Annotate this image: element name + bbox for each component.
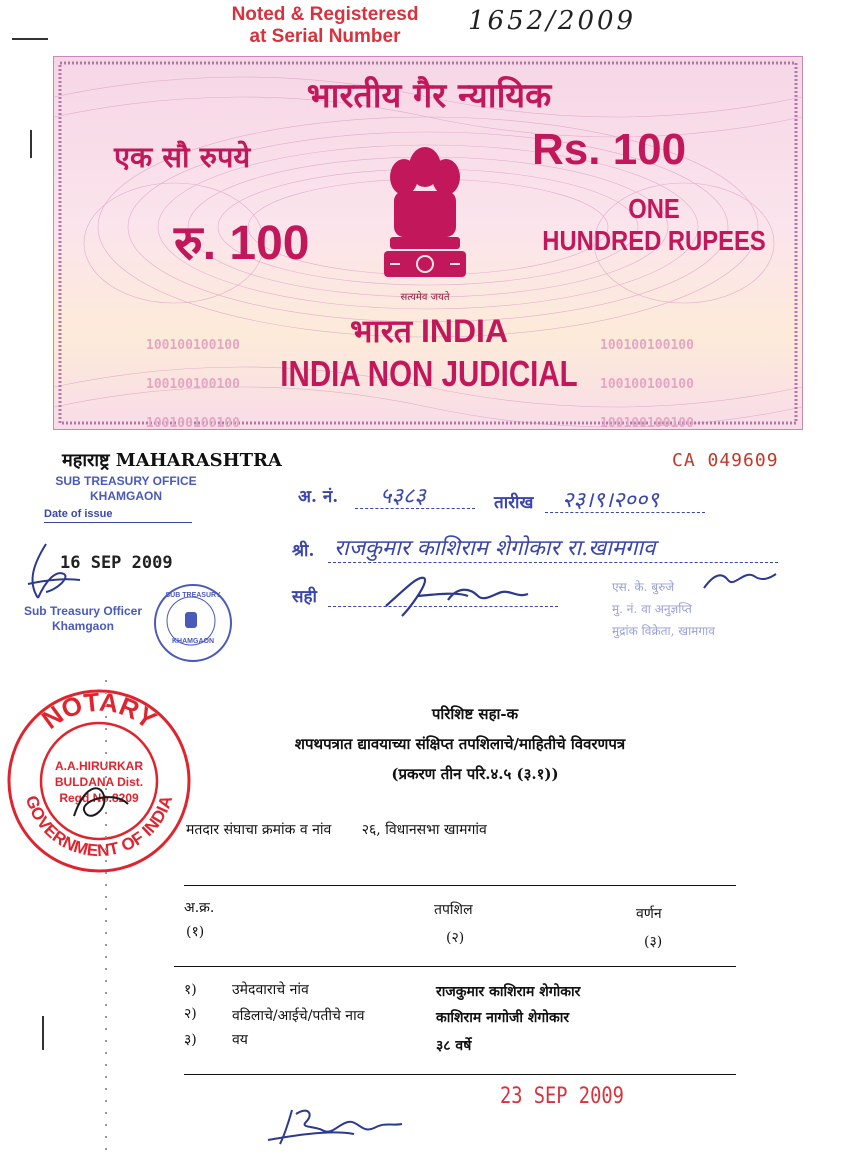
stamp-bharat-india: भारत INDIA bbox=[349, 313, 509, 349]
constituency-label: मतदार संघाचा क्रमांक व नांव bbox=[186, 822, 332, 838]
registration-stamp-line2: at Serial Number bbox=[249, 26, 401, 47]
constituency-row bbox=[186, 820, 487, 839]
table-row-label: वय bbox=[232, 1032, 248, 1048]
margin-dots bbox=[104, 680, 108, 1160]
vendor-date-label: तारीख bbox=[494, 493, 534, 513]
treasury-office-line1: SUB TREASURY OFFICE bbox=[55, 474, 197, 488]
security-pattern-line: 100100100100 bbox=[146, 416, 240, 430]
paper-serial-number: CA 049609 bbox=[672, 450, 779, 471]
national-emblem-icon bbox=[370, 139, 480, 289]
margin-mark bbox=[12, 38, 48, 40]
treasury-round-seal bbox=[154, 584, 232, 662]
treasury-signature-icon bbox=[16, 540, 86, 606]
vendor-date-line bbox=[545, 512, 705, 513]
stamp-value-en: Rs. 100 bbox=[532, 125, 687, 174]
stamp-non-judicial: INDIA NON JUDICIAL bbox=[280, 353, 578, 394]
buyer-name-value: राजकुमार काशिराम शेगोकार रा.खामगाव bbox=[334, 536, 656, 561]
stamp-paper bbox=[53, 56, 803, 430]
margin-mark bbox=[42, 1016, 44, 1050]
security-pattern-left bbox=[146, 313, 240, 430]
security-pattern-line: 100100100100 bbox=[600, 377, 694, 392]
issue-date: 16 SEP 2009 bbox=[60, 553, 173, 573]
table-row-value: काशिराम नागोजी शेगोकार bbox=[436, 1010, 570, 1026]
table-row-sr: २) bbox=[184, 1006, 197, 1022]
table-rule-top bbox=[184, 885, 736, 886]
notary-title: NOTARY bbox=[36, 686, 163, 735]
treasury-officer-line2: Khamgaon bbox=[51, 619, 114, 633]
buyer-name-line bbox=[328, 562, 778, 563]
treasury-officer-line1: Sub Treasury Officer bbox=[23, 604, 143, 618]
constituency-value: २६, विधानसभा खामगांव bbox=[361, 822, 487, 838]
notary-name: A.A.HIRURKAR bbox=[55, 759, 143, 773]
vendor-stamp-line3: मुद्रांक विक्रेता, खामगाव bbox=[612, 624, 715, 638]
treasury-office-stamp bbox=[36, 474, 216, 504]
stamp-words-line1: ONE bbox=[628, 193, 680, 224]
table-row-sr: १) bbox=[184, 982, 197, 998]
notary-seal-icon bbox=[4, 686, 194, 876]
notary-regd: Regd.No.8209 bbox=[59, 791, 139, 805]
state-name: महाराष्ट्र MAHARASHTRA bbox=[62, 450, 282, 471]
vendor-date-value: २३।९।२००९ bbox=[562, 488, 659, 513]
security-pattern-line: 100100100100 bbox=[600, 416, 694, 430]
column-num-detail: (२) bbox=[446, 930, 465, 946]
registration-stamp bbox=[200, 4, 450, 48]
notary-arc-bottom: GOVERNMENT OF INDIA bbox=[21, 793, 177, 861]
table-row-label: वडिलाचे/आईचे/पतीचे नाव bbox=[232, 1008, 365, 1024]
document-date-stamp: 23 SEP 2009 bbox=[500, 1084, 624, 1109]
column-head-detail: तपशिल bbox=[434, 902, 473, 918]
stamp-motto: सत्यमेव जयते bbox=[400, 292, 450, 303]
date-of-issue-label: Date of issue bbox=[44, 508, 113, 520]
vendor-stamp-line2: मु. नं. वा अनुज्ञप्ति bbox=[612, 602, 692, 616]
buyer-signature-icon bbox=[378, 566, 548, 622]
vendor-stamp-line1: एस. के. बुरुजे bbox=[612, 580, 675, 594]
treasury-seal-top: SUB TREASURY bbox=[165, 592, 221, 599]
stamp-words-line2: HUNDRED RUPEES bbox=[542, 225, 766, 256]
margin-mark bbox=[30, 130, 32, 158]
document-reference: (प्रकरण तीन परि.४.५ (३.१)) bbox=[391, 765, 559, 783]
date-of-issue-underline bbox=[44, 522, 192, 523]
column-head-description: वर्णन bbox=[636, 906, 662, 922]
stamp-value-words bbox=[527, 193, 782, 257]
stamp-value-devanagari: रु. 100 bbox=[174, 217, 310, 270]
buyer-name-label: श्री. bbox=[292, 541, 315, 561]
stamp-hindi-heading: भारतीय गैर न्यायिक bbox=[306, 76, 552, 116]
treasury-office-line2: KHAMGAON bbox=[90, 489, 162, 503]
security-pattern-right bbox=[600, 313, 694, 430]
registration-stamp-line1: Noted & Registeresd bbox=[231, 4, 419, 25]
treasury-seal-bottom: KHAMGAON bbox=[172, 638, 214, 645]
vendor-signature-icon bbox=[700, 566, 780, 596]
table-rule-mid bbox=[174, 966, 736, 967]
notary-district: BULDANA Dist. bbox=[54, 775, 144, 789]
table-row-sr: ३) bbox=[184, 1032, 197, 1048]
vendor-serial-label: अ. नं. bbox=[298, 487, 339, 507]
registration-serial: 1652/2009 bbox=[468, 6, 637, 36]
document-title: परिशिष्ट सहा-क bbox=[431, 705, 519, 723]
bottom-signature-icon bbox=[262, 1100, 412, 1150]
vendor-serial-value: ५३८३ bbox=[380, 484, 426, 509]
vendor-serial-line bbox=[355, 508, 475, 509]
signature-label: सही bbox=[292, 587, 317, 607]
treasury-officer-stamp bbox=[8, 604, 158, 634]
stamp-hindi-value: एक सौ रुपये bbox=[114, 140, 251, 174]
document-subtitle: शपथपत्रात द्यावयाच्या संक्षिप्त तपशिलाचे/माहितीचे विवरणपत्र bbox=[294, 735, 626, 753]
svg-text:NOTARY bbox=[36, 687, 162, 735]
table-row-value: राजकुमार काशिराम शेगोकार bbox=[436, 984, 581, 1000]
column-num-sr: (१) bbox=[186, 924, 205, 940]
security-pattern-line: 100100100100 bbox=[600, 338, 694, 353]
column-head-sr: अ.क्र. bbox=[184, 900, 215, 916]
table-row-label: उमेदवाराचे नांव bbox=[232, 982, 309, 998]
table-rule-bottom bbox=[184, 1074, 736, 1075]
table-row-value: ३८ वर्षे bbox=[436, 1038, 472, 1054]
security-pattern-line: 100100100100 bbox=[146, 338, 240, 353]
column-num-description: (३) bbox=[644, 934, 663, 950]
security-pattern-line: 100100100100 bbox=[146, 377, 240, 392]
